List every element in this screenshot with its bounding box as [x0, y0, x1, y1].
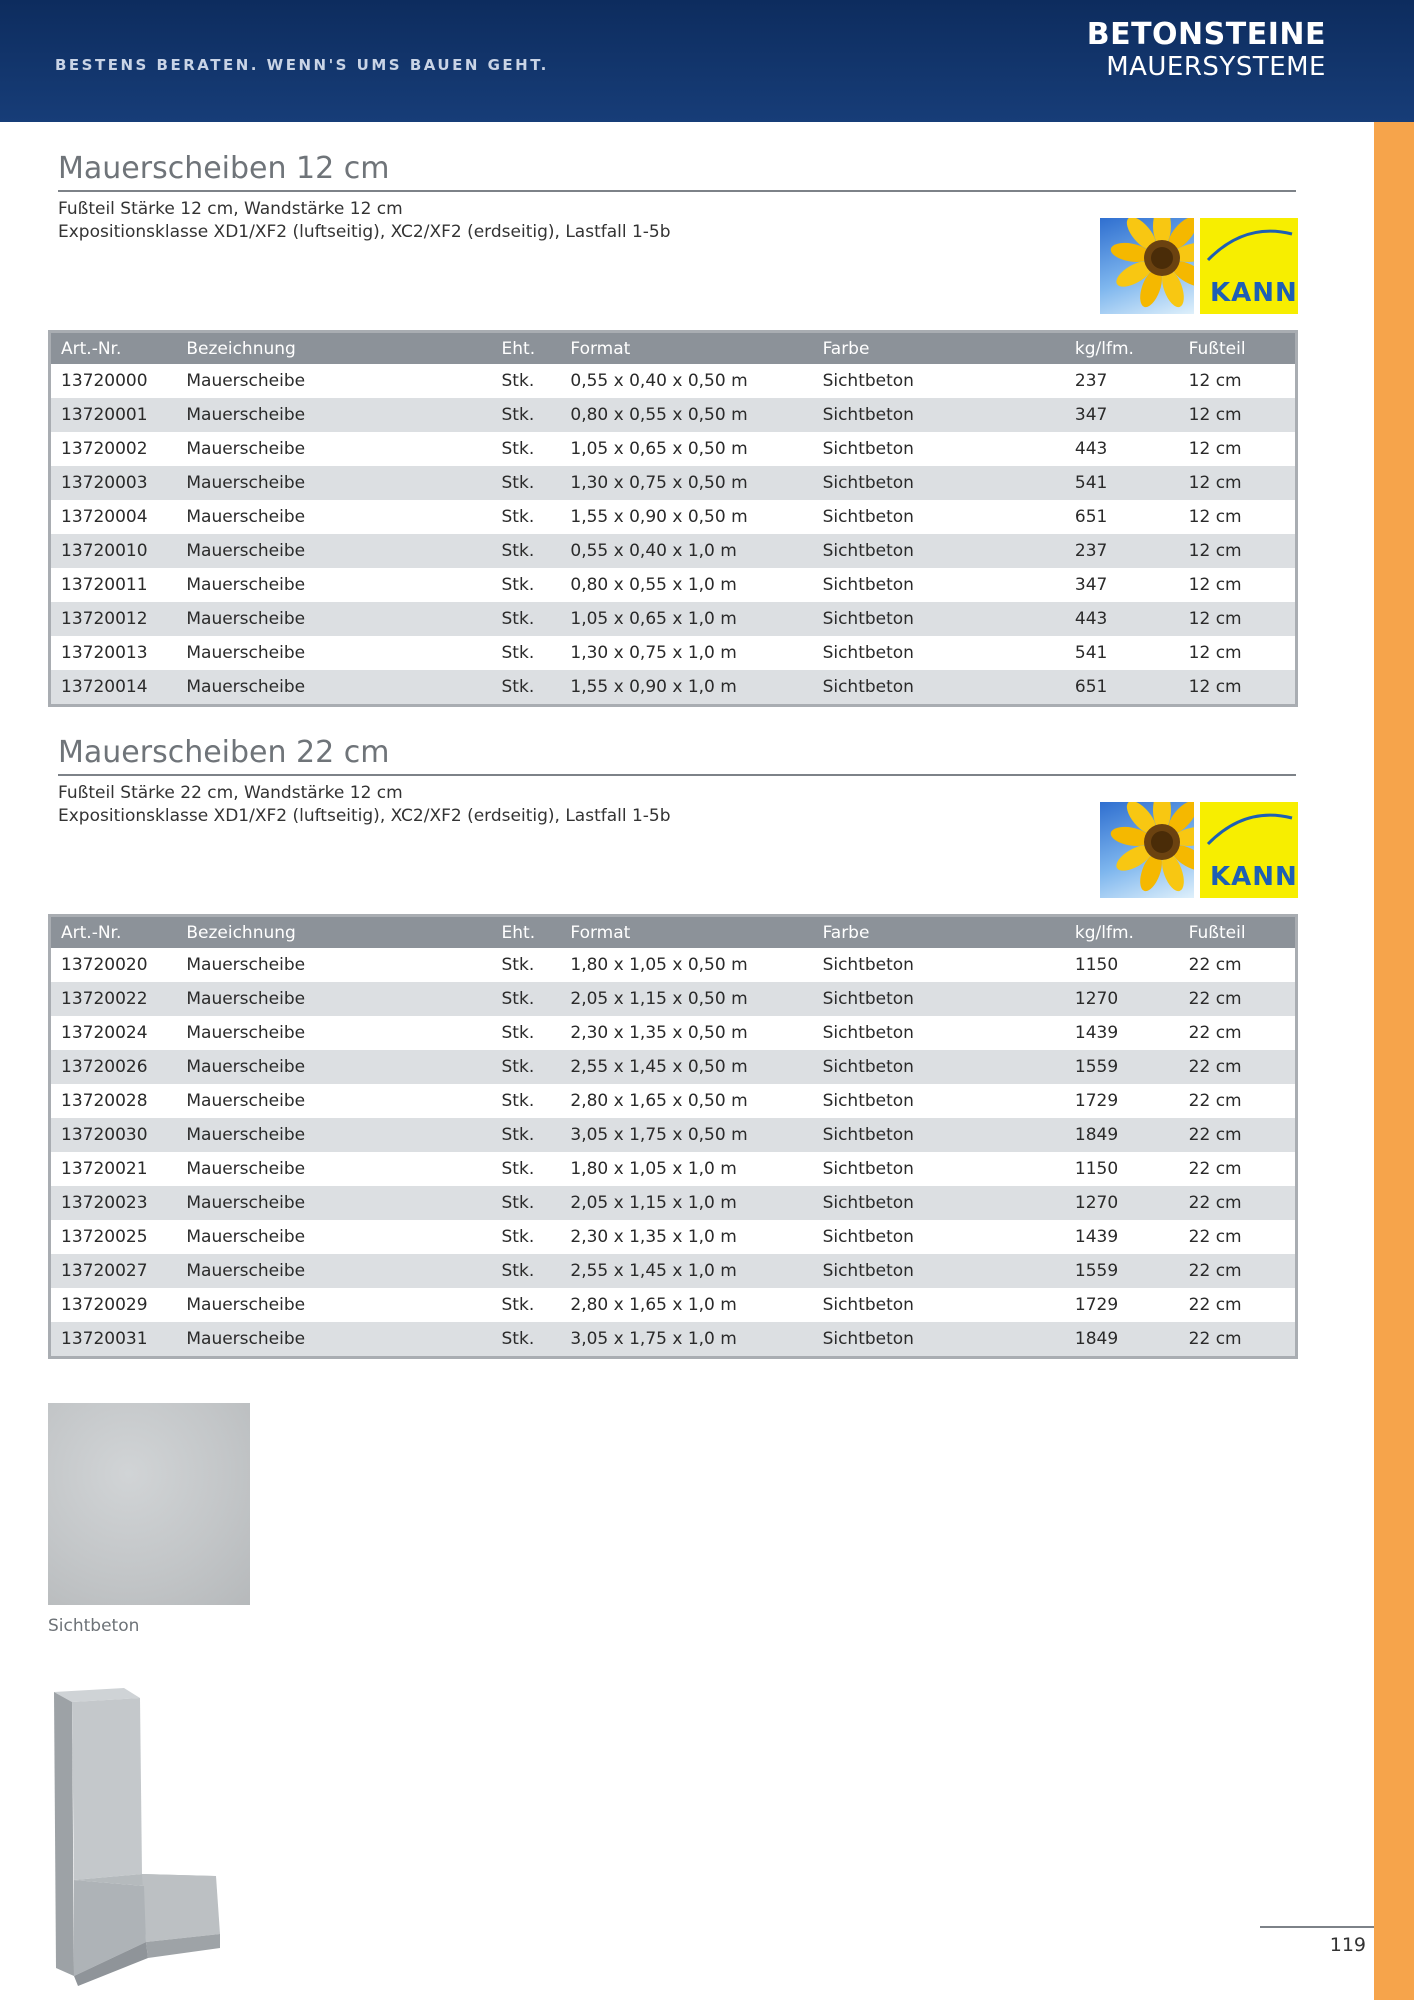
art-nr-cell: 13720021	[50, 1152, 177, 1186]
fussteil-cell: 12 cm	[1179, 364, 1297, 398]
farbe-cell: Sichtbeton	[813, 1288, 1065, 1322]
format-cell: 0,80 x 0,55 x 1,0 m	[560, 568, 812, 602]
fussteil-cell: 12 cm	[1179, 466, 1297, 500]
fussteil-cell: 12 cm	[1179, 534, 1297, 568]
kann-logo-text: KANN	[1210, 862, 1298, 892]
format-cell: 1,55 x 0,90 x 0,50 m	[560, 500, 812, 534]
eht-cell: Stk.	[492, 432, 561, 466]
eht-cell: Stk.	[492, 466, 561, 500]
eht-cell: Stk.	[492, 982, 561, 1016]
fussteil-cell: 22 cm	[1179, 1288, 1297, 1322]
weight-cell: 1849	[1065, 1322, 1179, 1358]
bezeichnung-cell: Mauerscheibe	[176, 500, 491, 534]
eht-cell: Stk.	[492, 1152, 561, 1186]
bezeichnung-cell: Mauerscheibe	[176, 1152, 491, 1186]
eht-cell: Stk.	[492, 1322, 561, 1358]
fussteil-cell: 22 cm	[1179, 948, 1297, 982]
fussteil-cell: 12 cm	[1179, 602, 1297, 636]
table-row	[50, 568, 1297, 602]
art-nr-cell: 13720014	[50, 670, 177, 706]
col-header: Art.-Nr.	[50, 332, 177, 365]
brand-logos	[1100, 218, 1298, 314]
art-nr-cell: 13720030	[50, 1118, 177, 1152]
bezeichnung-cell: Mauerscheibe	[176, 602, 491, 636]
sunflower-image	[1100, 802, 1194, 898]
table-row	[50, 1220, 1297, 1254]
farbe-cell: Sichtbeton	[813, 500, 1065, 534]
page-number: 119	[1329, 1934, 1366, 1956]
bezeichnung-cell: Mauerscheibe	[176, 982, 491, 1016]
format-cell: 2,55 x 1,45 x 1,0 m	[560, 1254, 812, 1288]
eht-cell: Stk.	[492, 670, 561, 706]
farbe-cell: Sichtbeton	[813, 568, 1065, 602]
bezeichnung-cell: Mauerscheibe	[176, 636, 491, 670]
art-nr-cell: 13720020	[50, 948, 177, 982]
table-row	[50, 636, 1297, 670]
art-nr-cell: 13720013	[50, 636, 177, 670]
format-cell: 3,05 x 1,75 x 1,0 m	[560, 1322, 812, 1358]
table-body	[50, 364, 1297, 706]
product-table	[48, 330, 1298, 707]
eht-cell: Stk.	[492, 1288, 561, 1322]
fussteil-cell: 12 cm	[1179, 432, 1297, 466]
col-header: Bezeichnung	[176, 332, 491, 365]
format-cell: 2,05 x 1,15 x 1,0 m	[560, 1186, 812, 1220]
format-cell: 2,05 x 1,15 x 0,50 m	[560, 982, 812, 1016]
table-row	[50, 670, 1297, 706]
farbe-cell: Sichtbeton	[813, 1186, 1065, 1220]
format-cell: 1,30 x 0,75 x 1,0 m	[560, 636, 812, 670]
art-nr-cell: 13720000	[50, 364, 177, 398]
eht-cell: Stk.	[492, 364, 561, 398]
bezeichnung-cell: Mauerscheibe	[176, 948, 491, 982]
fussteil-cell: 22 cm	[1179, 1118, 1297, 1152]
weight-cell: 347	[1065, 398, 1179, 432]
category-subtitle: MAUERSYSTEME	[1106, 52, 1326, 82]
weight-cell: 1559	[1065, 1050, 1179, 1084]
col-header: Farbe	[813, 332, 1065, 365]
farbe-cell: Sichtbeton	[813, 1220, 1065, 1254]
category-title: BETONSTEINE	[1086, 17, 1326, 52]
fussteil-cell: 22 cm	[1179, 1050, 1297, 1084]
weight-cell: 1270	[1065, 1186, 1179, 1220]
bezeichnung-cell: Mauerscheibe	[176, 1186, 491, 1220]
format-cell: 2,80 x 1,65 x 1,0 m	[560, 1288, 812, 1322]
farbe-cell: Sichtbeton	[813, 1152, 1065, 1186]
sunflower-icon	[1100, 802, 1194, 898]
eht-cell: Stk.	[492, 1084, 561, 1118]
bezeichnung-cell: Mauerscheibe	[176, 1084, 491, 1118]
fussteil-cell: 12 cm	[1179, 568, 1297, 602]
fussteil-cell: 22 cm	[1179, 1186, 1297, 1220]
fussteil-cell: 22 cm	[1179, 1254, 1297, 1288]
weight-cell: 1439	[1065, 1220, 1179, 1254]
art-nr-cell: 13720011	[50, 568, 177, 602]
table-row	[50, 948, 1297, 982]
format-cell: 0,55 x 0,40 x 1,0 m	[560, 534, 812, 568]
farbe-cell: Sichtbeton	[813, 1016, 1065, 1050]
weight-cell: 1729	[1065, 1288, 1179, 1322]
farbe-cell: Sichtbeton	[813, 364, 1065, 398]
table-body	[50, 948, 1297, 1358]
art-nr-cell: 13720024	[50, 1016, 177, 1050]
art-nr-cell: 13720023	[50, 1186, 177, 1220]
section-22cm	[48, 734, 1298, 1349]
description-line: Expositionsklasse XD1/XF2 (luftseitig), XC2/XF2 (erdseitig), Lastfall 1-5b	[58, 222, 671, 242]
weight-cell: 1439	[1065, 1016, 1179, 1050]
weight-cell: 443	[1065, 602, 1179, 636]
format-cell: 1,05 x 0,65 x 1,0 m	[560, 602, 812, 636]
farbe-cell: Sichtbeton	[813, 432, 1065, 466]
eht-cell: Stk.	[492, 1050, 561, 1084]
farbe-cell: Sichtbeton	[813, 636, 1065, 670]
eht-cell: Stk.	[492, 1254, 561, 1288]
format-cell: 1,55 x 0,90 x 1,0 m	[560, 670, 812, 706]
art-nr-cell: 13720002	[50, 432, 177, 466]
farbe-cell: Sichtbeton	[813, 534, 1065, 568]
bezeichnung-cell: Mauerscheibe	[176, 1118, 491, 1152]
fussteil-cell: 12 cm	[1179, 670, 1297, 706]
l-shaped-wall-image	[44, 1686, 244, 1986]
weight-cell: 1729	[1065, 1084, 1179, 1118]
format-cell: 3,05 x 1,75 x 0,50 m	[560, 1118, 812, 1152]
bezeichnung-cell: Mauerscheibe	[176, 1016, 491, 1050]
format-cell: 1,80 x 1,05 x 0,50 m	[560, 948, 812, 982]
bezeichnung-cell: Mauerscheibe	[176, 534, 491, 568]
table-row	[50, 1186, 1297, 1220]
bezeichnung-cell: Mauerscheibe	[176, 364, 491, 398]
side-accent-bar	[1374, 122, 1414, 2000]
table-header-row	[50, 332, 1297, 365]
weight-cell: 237	[1065, 534, 1179, 568]
eht-cell: Stk.	[492, 602, 561, 636]
farbe-cell: Sichtbeton	[813, 602, 1065, 636]
weight-cell: 237	[1065, 364, 1179, 398]
col-header: kg/lfm.	[1065, 916, 1179, 949]
eht-cell: Stk.	[492, 948, 561, 982]
kann-logo-text: KANN	[1210, 278, 1298, 308]
bezeichnung-cell: Mauerscheibe	[176, 1254, 491, 1288]
section-12cm	[48, 150, 1298, 697]
col-header: kg/lfm.	[1065, 332, 1179, 365]
fussteil-cell: 12 cm	[1179, 398, 1297, 432]
art-nr-cell: 13720001	[50, 398, 177, 432]
eht-cell: Stk.	[492, 568, 561, 602]
col-header: Bezeichnung	[176, 916, 491, 949]
description-line: Expositionsklasse XD1/XF2 (luftseitig), XC2/XF2 (erdseitig), Lastfall 1-5b	[58, 806, 671, 826]
weight-cell: 541	[1065, 636, 1179, 670]
eht-cell: Stk.	[492, 1220, 561, 1254]
description-line: Fußteil Stärke 12 cm, Wandstärke 12 cm	[58, 199, 403, 219]
weight-cell: 1150	[1065, 1152, 1179, 1186]
bezeichnung-cell: Mauerscheibe	[176, 670, 491, 706]
fussteil-cell: 12 cm	[1179, 636, 1297, 670]
table-row	[50, 1322, 1297, 1358]
page-number-rule	[1260, 1926, 1374, 1928]
col-header: Farbe	[813, 916, 1065, 949]
farbe-cell: Sichtbeton	[813, 982, 1065, 1016]
farbe-cell: Sichtbeton	[813, 948, 1065, 982]
col-header: Art.-Nr.	[50, 916, 177, 949]
eht-cell: Stk.	[492, 1118, 561, 1152]
sunflower-image	[1100, 218, 1194, 314]
kann-logo	[1200, 218, 1298, 314]
table-row	[50, 364, 1297, 398]
weight-cell: 651	[1065, 500, 1179, 534]
table-row	[50, 1016, 1297, 1050]
table-row	[50, 432, 1297, 466]
table-row	[50, 1118, 1297, 1152]
bezeichnung-cell: Mauerscheibe	[176, 568, 491, 602]
format-cell: 1,30 x 0,75 x 0,50 m	[560, 466, 812, 500]
eht-cell: Stk.	[492, 500, 561, 534]
farbe-cell: Sichtbeton	[813, 1322, 1065, 1358]
kann-swoosh-icon	[1200, 226, 1298, 266]
format-cell: 2,30 x 1,35 x 0,50 m	[560, 1016, 812, 1050]
col-header: Eht.	[492, 916, 561, 949]
farbe-cell: Sichtbeton	[813, 1050, 1065, 1084]
col-header: Format	[560, 332, 812, 365]
weight-cell: 541	[1065, 466, 1179, 500]
fussteil-cell: 22 cm	[1179, 1084, 1297, 1118]
weight-cell: 651	[1065, 670, 1179, 706]
weight-cell: 1270	[1065, 982, 1179, 1016]
farbe-cell: Sichtbeton	[813, 1084, 1065, 1118]
art-nr-cell: 13720025	[50, 1220, 177, 1254]
eht-cell: Stk.	[492, 636, 561, 670]
col-header: Format	[560, 916, 812, 949]
col-header: Fußteil	[1179, 916, 1297, 949]
fussteil-cell: 12 cm	[1179, 500, 1297, 534]
col-header: Eht.	[492, 332, 561, 365]
fussteil-cell: 22 cm	[1179, 1152, 1297, 1186]
table-row	[50, 500, 1297, 534]
weight-cell: 1150	[1065, 948, 1179, 982]
table-row	[50, 1152, 1297, 1186]
art-nr-cell: 13720010	[50, 534, 177, 568]
fussteil-cell: 22 cm	[1179, 982, 1297, 1016]
page-header	[0, 0, 1414, 122]
art-nr-cell: 13720004	[50, 500, 177, 534]
bezeichnung-cell: Mauerscheibe	[176, 1220, 491, 1254]
bezeichnung-cell: Mauerscheibe	[176, 466, 491, 500]
fussteil-cell: 22 cm	[1179, 1220, 1297, 1254]
table-row	[50, 1254, 1297, 1288]
fussteil-cell: 22 cm	[1179, 1016, 1297, 1050]
eht-cell: Stk.	[492, 1016, 561, 1050]
weight-cell: 1849	[1065, 1118, 1179, 1152]
sunflower-icon	[1100, 218, 1194, 314]
format-cell: 2,80 x 1,65 x 0,50 m	[560, 1084, 812, 1118]
table-header-row	[50, 916, 1297, 949]
bezeichnung-cell: Mauerscheibe	[176, 1050, 491, 1084]
farbe-cell: Sichtbeton	[813, 1254, 1065, 1288]
eht-cell: Stk.	[492, 1186, 561, 1220]
brand-logos	[1100, 802, 1298, 898]
table-row	[50, 1050, 1297, 1084]
farbe-cell: Sichtbeton	[813, 466, 1065, 500]
slogan: BESTENS BERATEN. WENN'S UMS BAUEN GEHT.	[55, 56, 549, 74]
format-cell: 2,30 x 1,35 x 1,0 m	[560, 1220, 812, 1254]
format-cell: 0,55 x 0,40 x 0,50 m	[560, 364, 812, 398]
table-row	[50, 1084, 1297, 1118]
bezeichnung-cell: Mauerscheibe	[176, 1288, 491, 1322]
category-heading	[1087, 18, 1326, 82]
table-row	[50, 1288, 1297, 1322]
swatch-label: Sichtbeton	[48, 1616, 140, 1636]
concrete-swatch-image	[48, 1403, 250, 1605]
art-nr-cell: 13720012	[50, 602, 177, 636]
format-cell: 1,05 x 0,65 x 0,50 m	[560, 432, 812, 466]
eht-cell: Stk.	[492, 534, 561, 568]
farbe-cell: Sichtbeton	[813, 398, 1065, 432]
fussteil-cell: 22 cm	[1179, 1322, 1297, 1358]
art-nr-cell: 13720003	[50, 466, 177, 500]
table-row	[50, 398, 1297, 432]
format-cell: 1,80 x 1,05 x 1,0 m	[560, 1152, 812, 1186]
art-nr-cell: 13720027	[50, 1254, 177, 1288]
art-nr-cell: 13720026	[50, 1050, 177, 1084]
art-nr-cell: 13720028	[50, 1084, 177, 1118]
weight-cell: 1559	[1065, 1254, 1179, 1288]
farbe-cell: Sichtbeton	[813, 670, 1065, 706]
art-nr-cell: 13720022	[50, 982, 177, 1016]
product-table	[48, 914, 1298, 1359]
bezeichnung-cell: Mauerscheibe	[176, 398, 491, 432]
weight-cell: 443	[1065, 432, 1179, 466]
kann-swoosh-icon	[1200, 810, 1298, 850]
weight-cell: 347	[1065, 568, 1179, 602]
eht-cell: Stk.	[492, 398, 561, 432]
farbe-cell: Sichtbeton	[813, 1118, 1065, 1152]
kann-logo	[1200, 802, 1298, 898]
table-row	[50, 466, 1297, 500]
table-row	[50, 602, 1297, 636]
bezeichnung-cell: Mauerscheibe	[176, 1322, 491, 1358]
format-cell: 0,80 x 0,55 x 0,50 m	[560, 398, 812, 432]
col-header: Fußteil	[1179, 332, 1297, 365]
bezeichnung-cell: Mauerscheibe	[176, 432, 491, 466]
table-row	[50, 982, 1297, 1016]
description-line: Fußteil Stärke 22 cm, Wandstärke 12 cm	[58, 783, 403, 803]
format-cell: 2,55 x 1,45 x 0,50 m	[560, 1050, 812, 1084]
section-title: Mauerscheiben 12 cm	[58, 150, 1296, 192]
section-title: Mauerscheiben 22 cm	[58, 734, 1296, 776]
table-row	[50, 534, 1297, 568]
art-nr-cell: 13720031	[50, 1322, 177, 1358]
art-nr-cell: 13720029	[50, 1288, 177, 1322]
